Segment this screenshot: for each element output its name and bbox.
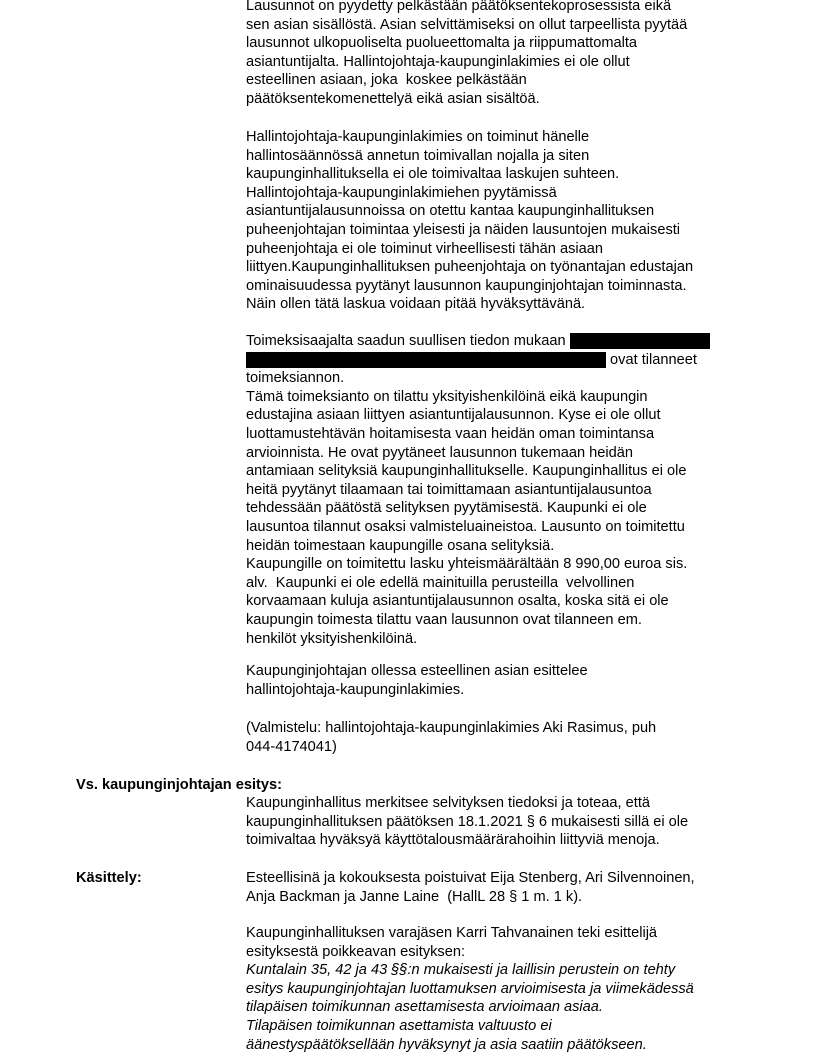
text-line: kaupunginhallituksella ei ole toimivaltaa laskujen suhteen. — [246, 166, 620, 183]
text-line: ominaisuudessa pyytänyt lausunnon kaupunginjohtajan toiminnasta. — [246, 277, 687, 294]
text-line-italic: Tilapäisen toimikunnan asettamista valtuusto ei — [246, 1017, 552, 1034]
paragraph-alt-proposal — [246, 924, 766, 1054]
redaction-box — [246, 352, 606, 368]
text-line: asiantuntijalausunnoissa on otettu kantaa kaupunginhallituksen — [246, 203, 655, 220]
text-line: korvaamaan kuluja asiantuntijalausunnon osalta, koska sitä ei ole — [246, 593, 669, 610]
text-line: Hallintojohtaja-kaupunginlakimies on toiminut hänelle — [246, 129, 590, 145]
text-line: kaupunginhallituksen päätöksen 18.1.2021 § 6 mukaisesti sillä ei ole — [246, 813, 689, 830]
paragraph-preparation — [246, 719, 766, 756]
text-line-italic: Kuntalain 35, 42 ja 43 §§:n mukaisesti ja laillisin perustein on tehty — [246, 962, 676, 979]
text-line: tehdessään päätöstä selityksen pyytämisestä. Kaupunki ei ole — [246, 500, 647, 517]
text-line: hallintosäännössä annetun toimivallan nojalla ja siten — [246, 147, 590, 164]
text-line: asiantuntijalta. Hallintojohtaja-kaupunginlakimies ei ole ollut — [246, 53, 630, 70]
text-line: Kaupunginhallitus merkitsee selvityksen tiedoksi ja toteaa, että — [246, 795, 650, 811]
handling-heading: Käsittely: — [76, 870, 142, 886]
text-line: edustajina asiaan liittyen asiantuntijalausunnon. Kyse ei ole ollut — [246, 407, 661, 424]
text-line: Näin ollen tätä laskua voidaan pitää hyväksyttävänä. — [246, 296, 586, 313]
paragraph-proposal — [246, 794, 766, 850]
text-line: Hallintojohtaja-kaupunginlakimiehen pyytämissä — [246, 184, 557, 201]
paragraph-presenter — [246, 662, 766, 699]
text-line: puheenjohtaja ei ole toiminut virheellisesti tähän asiaan — [246, 240, 603, 257]
text-line-italic: esitys kaupunginjohtajan luottamuksen arvioimisesta ja viimekädessä — [246, 980, 694, 997]
text-line: toimeksiannon. — [246, 370, 345, 387]
text-line: puheenjohtajan toimintaa yleisesti ja näiden lausuntojen mukaisesti — [246, 221, 681, 238]
text-line: antamiaan selityksiä kaupunginhallitukselle. Kaupunginhallitus ei ole — [246, 463, 687, 480]
text-line: 044-4174041) — [246, 738, 337, 755]
text-line: Anja Backman ja Janne Laine (HallL 28 § 1 m. 1 k). — [246, 888, 583, 905]
text-line: kaupungin toimesta tilattu vaan lausunnon ovat tilanneen em. — [246, 611, 642, 628]
text-line: hallintojohtaja-kaupunginlakimies. — [246, 681, 465, 698]
text-line: Kaupunginjohtajan ollessa esteellinen asian esittelee — [246, 663, 588, 679]
paragraph-commission — [246, 332, 766, 648]
text-segment: ovat tilanneet — [606, 351, 697, 368]
text-line: luottamustehtävän hoitamisesta vaan heidän oman toimintansa — [246, 425, 655, 442]
text-line: heidän toimestaan kaupungille osana selityksiä. — [246, 537, 555, 554]
text-line: toimivaltaa hyväksyä käyttötalousmäärärahoihin liittyviä menoja. — [246, 832, 660, 849]
text-line: (Valmistelu: hallintojohtaja-kaupunginlakimies Aki Rasimus, puh — [246, 720, 657, 736]
text-line-italic: tilapäisen toimikunnan asettamisesta arvioimaan asiaa. — [246, 999, 603, 1016]
text-line-italic: äänestyspäätöksellään hyväksynyt ja asia saatiin päätökseen. — [246, 1036, 647, 1053]
text-line: sen asian sisällöstä. Asian selvittämiseksi on ollut tarpeellista pyytää — [246, 16, 688, 33]
text-line: Esteellisinä ja kokouksesta poistuivat Eija Stenberg, Ari Silvennoinen, — [246, 870, 695, 886]
text-line: arvioinnista. He ovat pyytäneet lausunnon tukemaan heidän — [246, 444, 633, 461]
paragraph-statements — [246, 0, 766, 109]
redaction-box — [570, 333, 710, 349]
text-line-with-redaction — [246, 332, 766, 351]
text-line: Lausunnot on pyydetty pelkästään päätöksentekoprosessista eikä — [246, 0, 672, 14]
text-line: esityksestä poikkeavan esityksen: — [246, 943, 466, 960]
text-line: henkilöt yksityishenkilöinä. — [246, 630, 418, 647]
text-line: Tämä toimeksianto on tilattu yksityishenkilöinä eikä kaupungin — [246, 388, 648, 405]
text-line: liittyen.Kaupunginhallituksen puheenjohtaja on työnantajan edustajan — [246, 259, 694, 276]
text-line: esteellinen asiaan, joka koskee pelkästään — [246, 72, 527, 89]
text-line: alv. Kaupunki ei ole edellä mainituilla perusteilla velvollinen — [246, 574, 635, 591]
text-line: päätöksentekomenettelyä eikä asian sisältöä. — [246, 90, 540, 107]
text-segment: Toimeksisaajalta saadun suullisen tiedon mukaan — [246, 333, 566, 349]
text-line: lausunnot ulkopuoliselta puolueettomalta ja riippumattomalta — [246, 35, 638, 52]
text-line: Kaupunginhallituksen varajäsen Karri Tahvanainen teki esittelijä — [246, 925, 658, 941]
text-line: lausuntoa tilannut osaksi valmisteluaineistoa. Lausunto on toimitettu — [246, 518, 685, 535]
paragraph-authority — [246, 128, 766, 314]
paragraph-handling — [246, 869, 766, 906]
text-line: heitä pyytänyt tilaamaan tai toimittamaan asiantuntijalausuntoa — [246, 481, 652, 498]
text-line-with-redaction — [246, 351, 766, 370]
text-line: Kaupungille on toimitettu lasku yhteismäärältään 8 990,00 euroa sis. — [246, 556, 688, 573]
proposal-heading: Vs. kaupunginjohtajan esitys: — [76, 777, 282, 793]
